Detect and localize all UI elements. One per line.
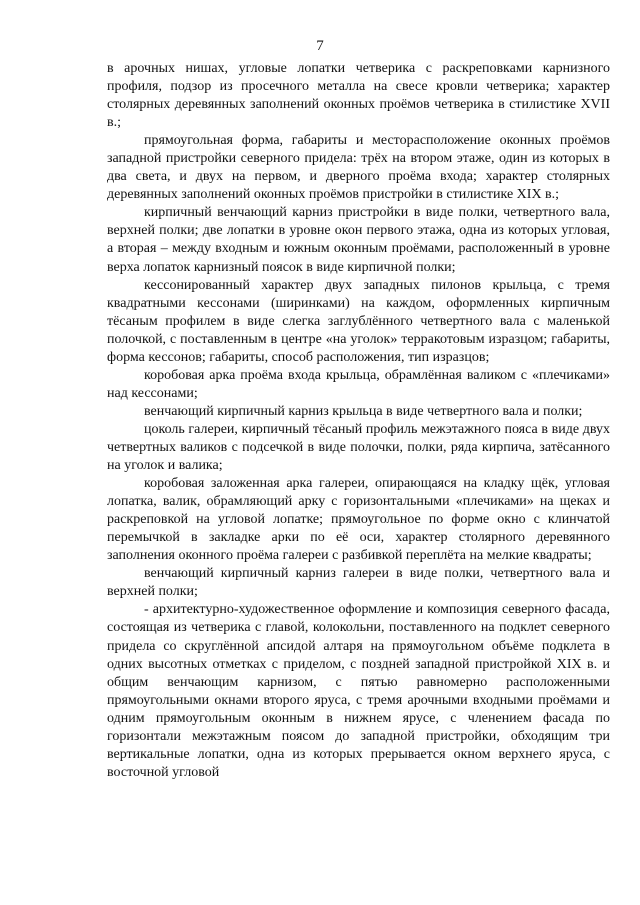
paragraph-1: в арочных нишах, угловые лопатки четверика с раскреповками карнизного профиля, подзор из просечного металла на свесе кровли четверика; характер столярных деревянных заполнений оконных проёмов четверика в стилистике XVII в.; bbox=[107, 61, 610, 131]
paragraph-4: кессонированный характер двух западных пилонов крыльца, с тремя квадратными кессонами (ширинками) на каждом, оформленных кирпичным тёсаным профилем в виде слегка заглублённого четвертного вала с маленькой полочкой, с поставленным в центре «на уголок» терракотовым изразцом; габариты, форма кессонов; габариты, способ расположения, тип изразцов; bbox=[107, 277, 610, 365]
paragraph-9: венчающий кирпичный карниз галереи в виде полки, четвертного вала и верхней полки; bbox=[107, 566, 610, 600]
paragraph-6: венчающий кирпичный карниз крыльца в виде четвертного вала и полки; bbox=[144, 403, 583, 419]
page-number: 7 bbox=[316, 38, 324, 54]
paragraph-3: кирпичный венчающий карниз пристройки в виде полки, четвертного вала, верхней полки; две лопатки в уровне окон первого этажа, одна из которых угловая, а вторая – между входным и южным оконным проёмами, расположенный в уровне верха лопаток карнизный поясок в виде кирпичной полки; bbox=[107, 205, 610, 275]
paragraph-10: - архитектурно-художественное оформление и композиция северного фасада, состоящая из четверика с главой, колокольни, поставленного на подклет северного придела со скруглённой апсидой алтаря на прямоугольном объёме подклета в одних высотных отметках с приделом, с поздней западной пристройкой XIX в. и общим венчающим карнизом, с пятью равномерно расположенными прямоугольными окнами второго яруса, с тремя арочными входными проёмами и одним прямоугольным оконным в нижнем ярусе, с членением фасада по горизонтали межэтажным поясом до западной пристройки, обходящим три вертикальные лопатки, одна из которых прерывается окном верхнего яруса, с восточной угловой bbox=[107, 602, 610, 780]
paragraph-5: коробовая арка проёма входа крыльца, обрамлённая валиком с «плечиками» над кессонами; bbox=[107, 367, 610, 401]
paragraph-7: цоколь галереи, кирпичный тёсаный профиль межэтажного пояса в виде двух четвертных валиков с подсечкой в виде полочки, полки, ряда кирпича, затёсанного на уголок и валика; bbox=[107, 421, 610, 474]
paragraph-8: коробовая заложенная арка галереи, опирающаяся на кладку щёк, угловая лопатка, валик, обрамляющий арку с горизонтальными «плечиками» на щеках и раскреповкой на угловой лопатке; прямоугольное по форме окно с клинчатой перемычкой в закладке арки по её оси, характер столярного деревянного заполнения оконного проёма галереи с разбивкой переплёта на мелкие квадраты; bbox=[107, 476, 610, 564]
document-body bbox=[107, 60, 610, 782]
paragraph-2: прямоугольная форма, габариты и месторасположение оконных проёмов западной пристройки северного придела: трёх на втором этаже, один из которых в два света, и двух на первом, и дверного проёма входа; характер столярных деревянных заполнений оконных проёмов пристройки в стилистике XIX в.; bbox=[107, 133, 610, 203]
